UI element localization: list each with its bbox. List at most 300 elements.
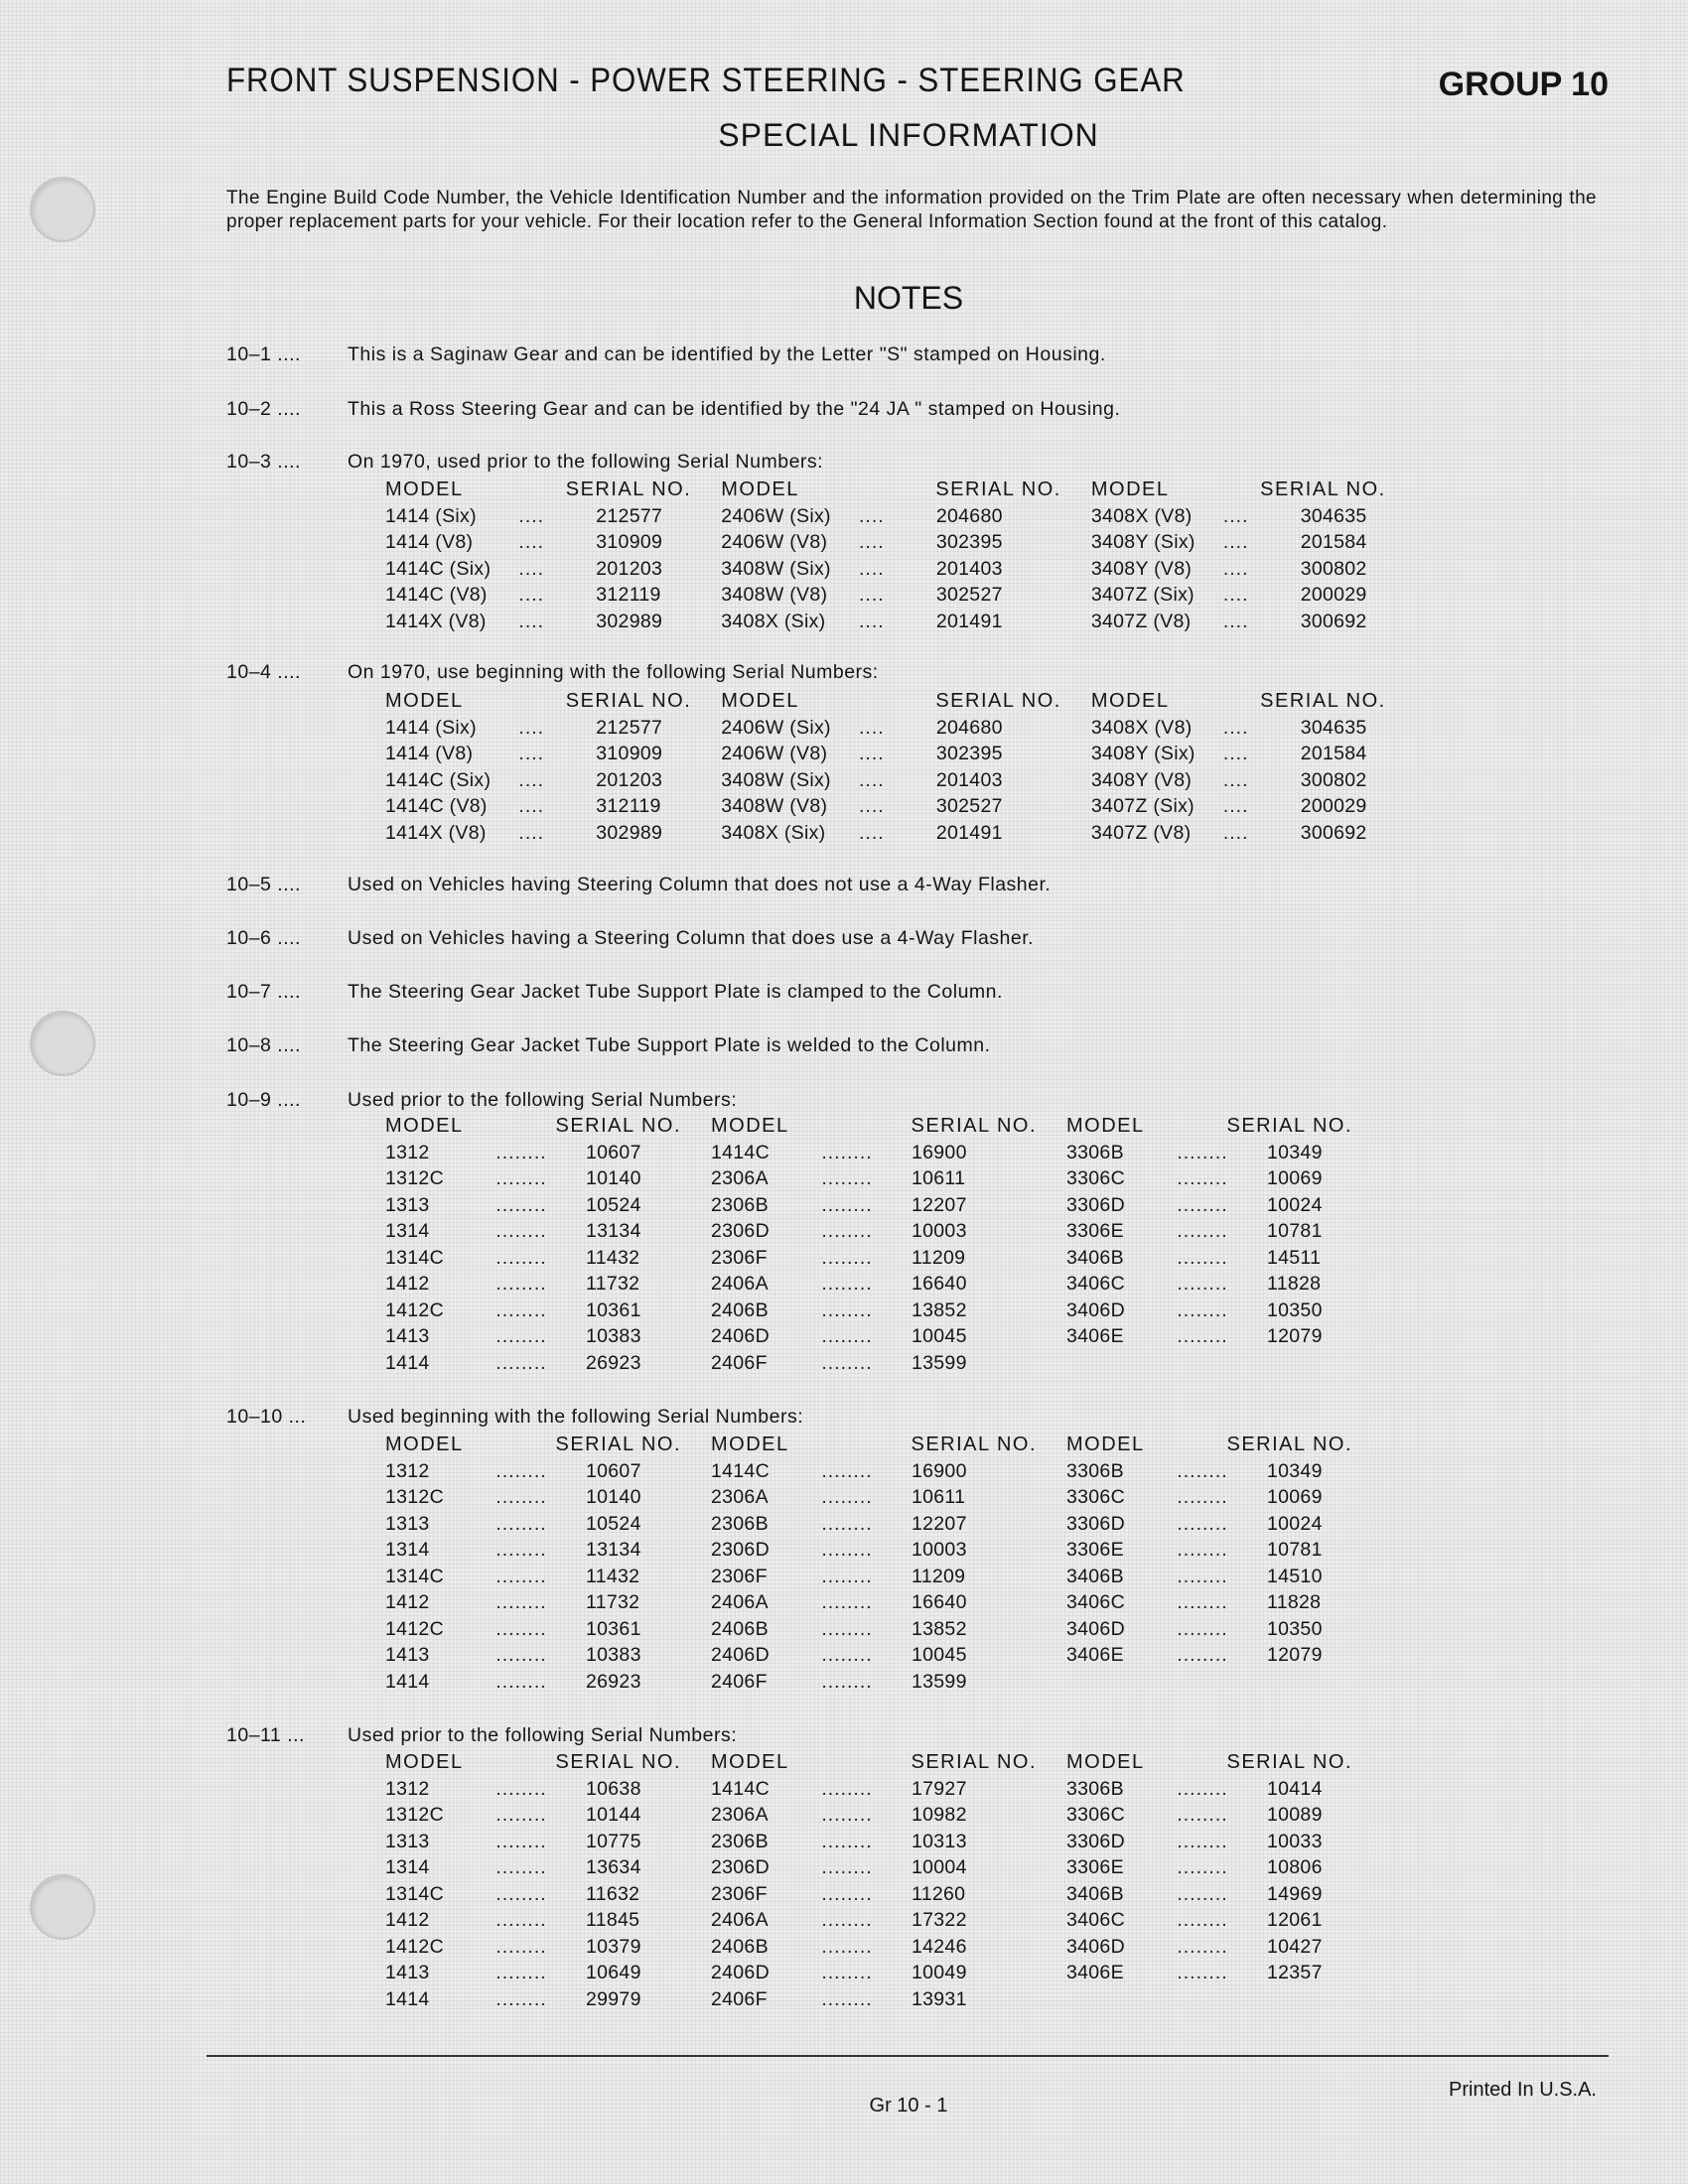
table-row (385, 1589, 1352, 1616)
leader-dots: ........ (495, 1830, 547, 1852)
model-cell: 2406B (711, 1935, 769, 1958)
serial-cell: 10350 (1267, 1617, 1323, 1640)
model-cell: 1412 (385, 1591, 430, 1613)
column-header-model: MODEL (711, 1115, 789, 1137)
model-cell: 3406E (1066, 1644, 1124, 1666)
leader-dots: .... (518, 743, 545, 764)
leader-dots: ........ (495, 1591, 547, 1613)
serial-cell: 12207 (912, 1512, 967, 1535)
serial-cell: 11209 (912, 1565, 966, 1587)
leader-dots: ........ (821, 1987, 873, 2010)
note-number: 10–11 ... (226, 1724, 305, 1746)
model-cell: 2406A (711, 1909, 769, 1931)
table-row (385, 793, 1386, 820)
serial-cell: 201203 (596, 768, 663, 791)
leader-dots: ........ (1177, 1273, 1228, 1295)
serial-cell: 10427 (1267, 1935, 1323, 1958)
note-number: 10–7 .... (226, 981, 301, 1003)
serial-cell: 17322 (912, 1909, 967, 1931)
model-cell: 1314C (385, 1246, 444, 1269)
serial-cell: 10638 (586, 1777, 641, 1800)
model-cell: 1414C (V8) (385, 795, 488, 817)
footer-rule (207, 2055, 1609, 2057)
leader-dots: ........ (1177, 1141, 1228, 1163)
leader-dots: ........ (1177, 1804, 1228, 1826)
leader-dots: ........ (821, 1856, 873, 1878)
serial-cell: 302395 (935, 743, 1003, 764)
serial-cell: 14511 (1267, 1246, 1322, 1269)
leader-dots: ........ (1177, 1459, 1228, 1482)
leader-dots: ........ (495, 1565, 547, 1587)
serial-cell: 10982 (912, 1804, 967, 1826)
model-cell: 3408W (V8) (721, 795, 828, 817)
note-number: 10–10 ... (226, 1406, 307, 1428)
leader-dots: .... (1222, 584, 1249, 606)
serial-cell: 10144 (586, 1804, 641, 1826)
column-header-serial: SERIAL NO. (911, 1433, 1037, 1455)
model-cell (1066, 1669, 1162, 1696)
serial-cell (1243, 1669, 1352, 1696)
serial-cell: 302989 (596, 610, 663, 632)
note-number: 10–6 .... (226, 927, 301, 949)
leader-dots: ........ (1177, 1882, 1228, 1905)
model-cell: 2306A (711, 1486, 769, 1508)
leader-dots: ........ (495, 1512, 547, 1535)
leader-dots: .... (859, 743, 885, 764)
serial-cell: 10775 (586, 1830, 641, 1852)
serial-cell: 10024 (1267, 1193, 1323, 1216)
serial-cell: 10350 (1267, 1298, 1323, 1321)
model-cell: 2306A (711, 1804, 769, 1826)
leader-dots: ........ (495, 1459, 547, 1482)
note-number: 10–2 .... (226, 398, 301, 420)
model-cell: 1413 (385, 1325, 430, 1347)
leader-dots: .... (859, 795, 885, 817)
leader-dots: ........ (495, 1298, 547, 1321)
model-cell: 3406C (1066, 1591, 1125, 1613)
serial-table-10-10 (385, 1432, 1352, 1695)
note-10-4 (226, 661, 879, 684)
serial-cell: 10069 (1267, 1167, 1323, 1189)
note-number: 10–5 .... (226, 874, 301, 895)
column-header-serial: SERIAL NO. (555, 1115, 681, 1137)
serial-cell: 10649 (586, 1962, 641, 1983)
leader-dots: ........ (1177, 1591, 1228, 1613)
model-cell: 3406D (1066, 1935, 1125, 1958)
serial-cell: 304635 (1300, 504, 1367, 527)
serial-cell (1243, 1986, 1352, 2013)
serial-cell: 10611 (912, 1486, 966, 1508)
note-text: On 1970, use beginning with the following Serial Numbers: (348, 661, 879, 683)
model-cell: 2406W (V8) (721, 531, 828, 553)
column-header-model: MODEL (711, 1751, 789, 1773)
leader-dots: ........ (821, 1351, 873, 1374)
column-header-serial: SERIAL NO. (555, 1751, 681, 1773)
note-text: Used prior to the following Serial Numbers: (348, 1724, 738, 1746)
model-cell: 1414 (Six) (385, 716, 477, 739)
serial-cell: 11432 (586, 1565, 640, 1587)
leader-dots: ........ (495, 1220, 547, 1242)
leader-dots: .... (518, 768, 545, 791)
model-cell: 2306D (711, 1539, 770, 1561)
model-cell: 3306C (1066, 1486, 1125, 1508)
model-cell: 3406E (1066, 1962, 1124, 1983)
model-cell: 3306C (1066, 1167, 1125, 1189)
serial-table-10-4 (385, 688, 1386, 846)
leader-dots: ........ (821, 1298, 873, 1321)
table-row (385, 1192, 1352, 1219)
leader-dots: ........ (495, 1486, 547, 1508)
leader-dots: ........ (1177, 1539, 1228, 1561)
leader-dots: .... (1222, 821, 1249, 844)
model-cell: 1314C (385, 1565, 444, 1587)
serial-cell: 12061 (1267, 1909, 1323, 1931)
leader-dots: .... (859, 504, 885, 527)
serial-cell: 26923 (586, 1351, 641, 1374)
model-cell: 2406D (711, 1962, 770, 1983)
leader-dots: ........ (821, 1167, 873, 1189)
column-header-model: MODEL (1090, 690, 1170, 712)
model-cell: 2406A (711, 1273, 769, 1295)
note-number: 10–8 .... (226, 1034, 301, 1056)
table-row (385, 582, 1386, 609)
serial-cell: 11632 (586, 1882, 640, 1905)
leader-dots: ........ (821, 1459, 873, 1482)
column-header-model: MODEL (721, 478, 799, 500)
serial-cell: 10069 (1267, 1486, 1323, 1508)
serial-cell: 10383 (586, 1325, 641, 1347)
serial-cell: 10349 (1267, 1141, 1323, 1163)
serial-cell: 13599 (912, 1351, 967, 1374)
model-cell: 3408Y (V8) (1090, 768, 1193, 791)
leader-dots: .... (518, 504, 545, 527)
table-row (385, 1616, 1352, 1643)
table-header-row (385, 688, 1386, 715)
column-header-model: MODEL (1066, 1115, 1145, 1137)
note-text: This a Ross Steering Gear and can be identified by the "24 JA " stamped on Housing. (348, 398, 1121, 420)
intro-paragraph: The Engine Build Code Number, the Vehicle Identification Number and the information provided on the Trim Plate are often necessary when determining the proper replacement parts for your vehicle. For their location refer to the General Information Section found at the front of this catalog. (226, 188, 1597, 232)
column-header-model: MODEL (1090, 478, 1170, 500)
serial-cell: 13634 (586, 1856, 641, 1878)
page-subtitle: SPECIAL INFORMATION (718, 117, 1099, 153)
leader-dots: ........ (821, 1539, 873, 1561)
model-cell: 1314C (385, 1882, 444, 1905)
leader-dots: .... (1222, 716, 1249, 739)
leader-dots: ........ (1177, 1856, 1228, 1878)
table-header-row (385, 477, 1386, 503)
model-cell: 3406C (1066, 1273, 1125, 1295)
column-header-model: MODEL (721, 690, 799, 712)
model-cell: 3306D (1066, 1193, 1125, 1216)
note-10-6 (226, 927, 1034, 950)
leader-dots: ........ (1177, 1325, 1228, 1347)
serial-cell: 10781 (1267, 1539, 1323, 1561)
serial-cell: 300692 (1300, 610, 1367, 632)
serial-cell: 29979 (586, 1987, 641, 2010)
serial-cell: 17927 (912, 1777, 967, 1800)
leader-dots: ........ (821, 1670, 873, 1693)
model-cell: 3306E (1066, 1220, 1124, 1242)
leader-dots: ........ (821, 1935, 873, 1958)
serial-cell: 13852 (912, 1298, 967, 1321)
model-cell: 2306D (711, 1220, 770, 1242)
model-cell: 1412 (385, 1273, 430, 1295)
serial-cell: 13599 (912, 1670, 967, 1693)
leader-dots: ........ (495, 1193, 547, 1216)
model-cell: 3407Z (Six) (1090, 584, 1195, 606)
note-text: Used beginning with the following Serial Numbers: (348, 1406, 804, 1428)
leader-dots: ........ (1177, 1298, 1228, 1321)
serial-table-10-11 (385, 1749, 1352, 2012)
serial-cell: 302395 (935, 531, 1003, 553)
model-cell: 2406D (711, 1325, 770, 1347)
model-cell: 1414C (711, 1459, 770, 1482)
model-cell: 3408X (Six) (721, 610, 826, 632)
serial-cell: 212577 (596, 504, 663, 527)
leader-dots: ........ (1177, 1220, 1228, 1242)
table-row (385, 1960, 1352, 1986)
model-cell: 1312 (385, 1459, 430, 1482)
leader-dots: ........ (1177, 1193, 1228, 1216)
leader-dots: ........ (1177, 1644, 1228, 1666)
model-cell: 3406B (1066, 1882, 1124, 1905)
serial-cell: 10379 (586, 1935, 641, 1958)
serial-table-10-9 (385, 1113, 1352, 1376)
leader-dots: ........ (1177, 1565, 1228, 1587)
leader-dots: ........ (821, 1220, 873, 1242)
model-cell: 3408W (Six) (721, 557, 831, 580)
note-text: On 1970, used prior to the following Serial Numbers: (348, 451, 824, 473)
leader-dots: .... (518, 584, 545, 606)
serial-cell: 13134 (586, 1220, 641, 1242)
model-cell: 1414C (711, 1141, 770, 1163)
serial-cell: 201403 (935, 557, 1003, 580)
note-10-9 (226, 1089, 737, 1112)
model-cell: 1314 (385, 1539, 430, 1561)
model-cell: 3406B (1066, 1565, 1124, 1587)
serial-cell: 10524 (586, 1512, 641, 1535)
leader-dots: .... (1222, 531, 1249, 553)
serial-cell: 11828 (1267, 1273, 1322, 1295)
serial-cell: 200029 (1300, 584, 1367, 606)
note-10-2 (226, 398, 1120, 421)
leader-dots: .... (859, 821, 885, 844)
model-cell: 3306E (1066, 1856, 1124, 1878)
model-cell: 2406F (711, 1987, 768, 2010)
model-cell (1066, 1350, 1162, 1377)
serial-cell: 10045 (912, 1325, 967, 1347)
leader-dots: .... (1222, 768, 1249, 791)
model-cell: 2406A (711, 1591, 769, 1613)
model-cell: 2406W (Six) (721, 716, 831, 739)
note-text: The Steering Gear Jacket Tube Support Plate is welded to the Column. (348, 1034, 991, 1056)
model-cell: 2406F (711, 1351, 768, 1374)
leader-dots: ........ (1177, 1246, 1228, 1269)
column-header-serial: SERIAL NO. (935, 690, 1061, 712)
column-header-model: MODEL (1066, 1751, 1145, 1773)
serial-cell: 10611 (912, 1167, 966, 1189)
model-cell: 2306F (711, 1246, 768, 1269)
model-cell: 2406D (711, 1644, 770, 1666)
serial-cell: 10089 (1267, 1804, 1323, 1826)
serial-cell: 201491 (935, 610, 1003, 632)
model-cell: 2306F (711, 1565, 768, 1587)
leader-dots: ........ (1177, 1830, 1228, 1852)
table-row (385, 1218, 1352, 1245)
serial-cell: 11732 (586, 1591, 640, 1613)
serial-cell: 10414 (1267, 1777, 1323, 1800)
column-header-serial: SERIAL NO. (911, 1115, 1037, 1137)
serial-cell: 200029 (1300, 795, 1367, 817)
model-cell: 3406C (1066, 1909, 1125, 1931)
table-row (385, 1245, 1352, 1272)
serial-cell: 10313 (912, 1830, 967, 1852)
leader-dots: ........ (821, 1777, 873, 1800)
model-cell: 3306B (1066, 1141, 1124, 1163)
column-header-serial: SERIAL NO. (555, 1433, 681, 1455)
leader-dots: ........ (495, 1325, 547, 1347)
table-row (385, 1669, 1352, 1696)
leader-dots: ........ (821, 1830, 873, 1852)
model-cell: 1412C (385, 1298, 444, 1321)
model-cell: 3406B (1066, 1246, 1124, 1269)
note-text: Used on Vehicles having Steering Column that does not use a 4-Way Flasher. (348, 874, 1052, 895)
model-cell: 1412C (385, 1617, 444, 1640)
serial-cell: 302989 (596, 821, 663, 844)
table-header-row (385, 1113, 1352, 1140)
serial-cell: 312119 (596, 584, 661, 606)
serial-cell: 10140 (586, 1167, 641, 1189)
serial-cell: 10361 (586, 1298, 641, 1321)
leader-dots: ........ (495, 1670, 547, 1693)
model-cell: 1414 (385, 1351, 430, 1374)
serial-cell: 13852 (912, 1617, 967, 1640)
table-row (385, 1881, 1352, 1908)
leader-dots: ........ (495, 1882, 547, 1905)
leader-dots: ........ (821, 1962, 873, 1983)
column-header-serial: SERIAL NO. (565, 478, 692, 500)
note-text: This is a Saginaw Gear and can be identified by the Letter "S" stamped on Housing. (348, 343, 1106, 365)
leader-dots: ........ (495, 1962, 547, 1983)
leader-dots: .... (518, 821, 545, 844)
column-header-serial: SERIAL NO. (1260, 478, 1386, 500)
column-header-model: MODEL (385, 690, 464, 712)
note-10-10 (226, 1406, 803, 1429)
group-label: GROUP 10 (1438, 66, 1609, 103)
table-row (385, 820, 1386, 847)
model-cell: 3306B (1066, 1777, 1124, 1800)
table-row (385, 1642, 1352, 1669)
leader-dots: ........ (495, 1935, 547, 1958)
serial-cell: 10003 (912, 1539, 967, 1561)
model-cell: 1414 (385, 1987, 430, 2010)
serial-cell: 13931 (912, 1987, 967, 2010)
leader-dots: ........ (495, 1617, 547, 1640)
serial-cell: 10004 (912, 1856, 967, 1878)
note-10-7 (226, 981, 1003, 1004)
model-cell: 1312C (385, 1804, 444, 1826)
note-10-1 (226, 343, 1106, 366)
serial-cell: 11260 (912, 1882, 966, 1905)
table-row (385, 1776, 1352, 1803)
serial-cell: 12207 (912, 1193, 967, 1216)
model-cell: 1414C (Six) (385, 557, 492, 580)
table-row (385, 1854, 1352, 1881)
leader-dots: .... (859, 557, 885, 580)
serial-cell: 10349 (1267, 1459, 1323, 1482)
serial-cell: 12079 (1267, 1644, 1323, 1666)
table-row (385, 1484, 1352, 1511)
serial-cell: 10140 (586, 1486, 641, 1508)
table-row (385, 1350, 1352, 1377)
notes-heading: NOTES (853, 280, 964, 316)
serial-cell: 10361 (586, 1617, 641, 1640)
leader-dots: ........ (821, 1273, 873, 1295)
serial-cell: 201491 (935, 821, 1003, 844)
model-cell: 3408Y (Six) (1090, 531, 1196, 553)
model-cell: 1313 (385, 1830, 430, 1852)
serial-cell: 11209 (912, 1246, 966, 1269)
leader-dots: .... (1222, 795, 1249, 817)
serial-cell: 10607 (586, 1459, 641, 1482)
leader-dots: ........ (495, 1351, 547, 1374)
serial-cell: 310909 (596, 531, 663, 553)
model-cell: 2306A (711, 1167, 769, 1189)
model-cell (1066, 1986, 1162, 2013)
binder-hole (30, 177, 95, 242)
leader-dots: .... (859, 716, 885, 739)
note-10-3 (226, 451, 823, 474)
serial-cell: 310909 (596, 743, 663, 764)
note-text: Used prior to the following Serial Numbers: (348, 1089, 738, 1111)
leader-dots: ........ (495, 1987, 547, 2010)
serial-cell: 12357 (1267, 1962, 1323, 1983)
model-cell: 1414C (711, 1777, 770, 1800)
model-cell: 1312C (385, 1167, 444, 1189)
page-number: Gr 10 - 1 (869, 2095, 948, 2116)
leader-dots: .... (1222, 557, 1249, 580)
note-number: 10–9 .... (226, 1089, 301, 1111)
table-row (385, 1564, 1352, 1590)
serial-cell: 201584 (1300, 743, 1367, 764)
table-row (385, 741, 1386, 767)
model-cell: 3306E (1066, 1539, 1124, 1561)
leader-dots: ........ (1177, 1935, 1228, 1958)
model-cell: 3408X (V8) (1090, 716, 1193, 739)
leader-dots: .... (518, 716, 545, 739)
leader-dots (1162, 1669, 1243, 1696)
serial-cell (1243, 1350, 1352, 1377)
note-text: Used on Vehicles having a Steering Column that does use a 4-Way Flasher. (348, 927, 1035, 949)
model-cell: 2306B (711, 1830, 769, 1852)
serial-cell: 11845 (586, 1909, 640, 1931)
leader-dots: ........ (821, 1486, 873, 1508)
model-cell: 3408Y (V8) (1090, 557, 1193, 580)
leader-dots (1162, 1350, 1243, 1377)
model-cell: 3306D (1066, 1830, 1125, 1852)
leader-dots: ........ (495, 1246, 547, 1269)
column-header-model: MODEL (385, 1433, 464, 1455)
note-text: The Steering Gear Jacket Tube Support Plate is clamped to the Column. (348, 981, 1003, 1003)
model-cell: 3408W (V8) (721, 584, 828, 606)
leader-dots: ........ (495, 1804, 547, 1826)
model-cell: 3406E (1066, 1325, 1124, 1347)
note-number: 10–4 .... (226, 661, 301, 683)
model-cell: 2306D (711, 1856, 770, 1878)
leader-dots (1162, 1986, 1243, 2013)
table-row (385, 1165, 1352, 1192)
serial-cell: 312119 (596, 795, 661, 817)
